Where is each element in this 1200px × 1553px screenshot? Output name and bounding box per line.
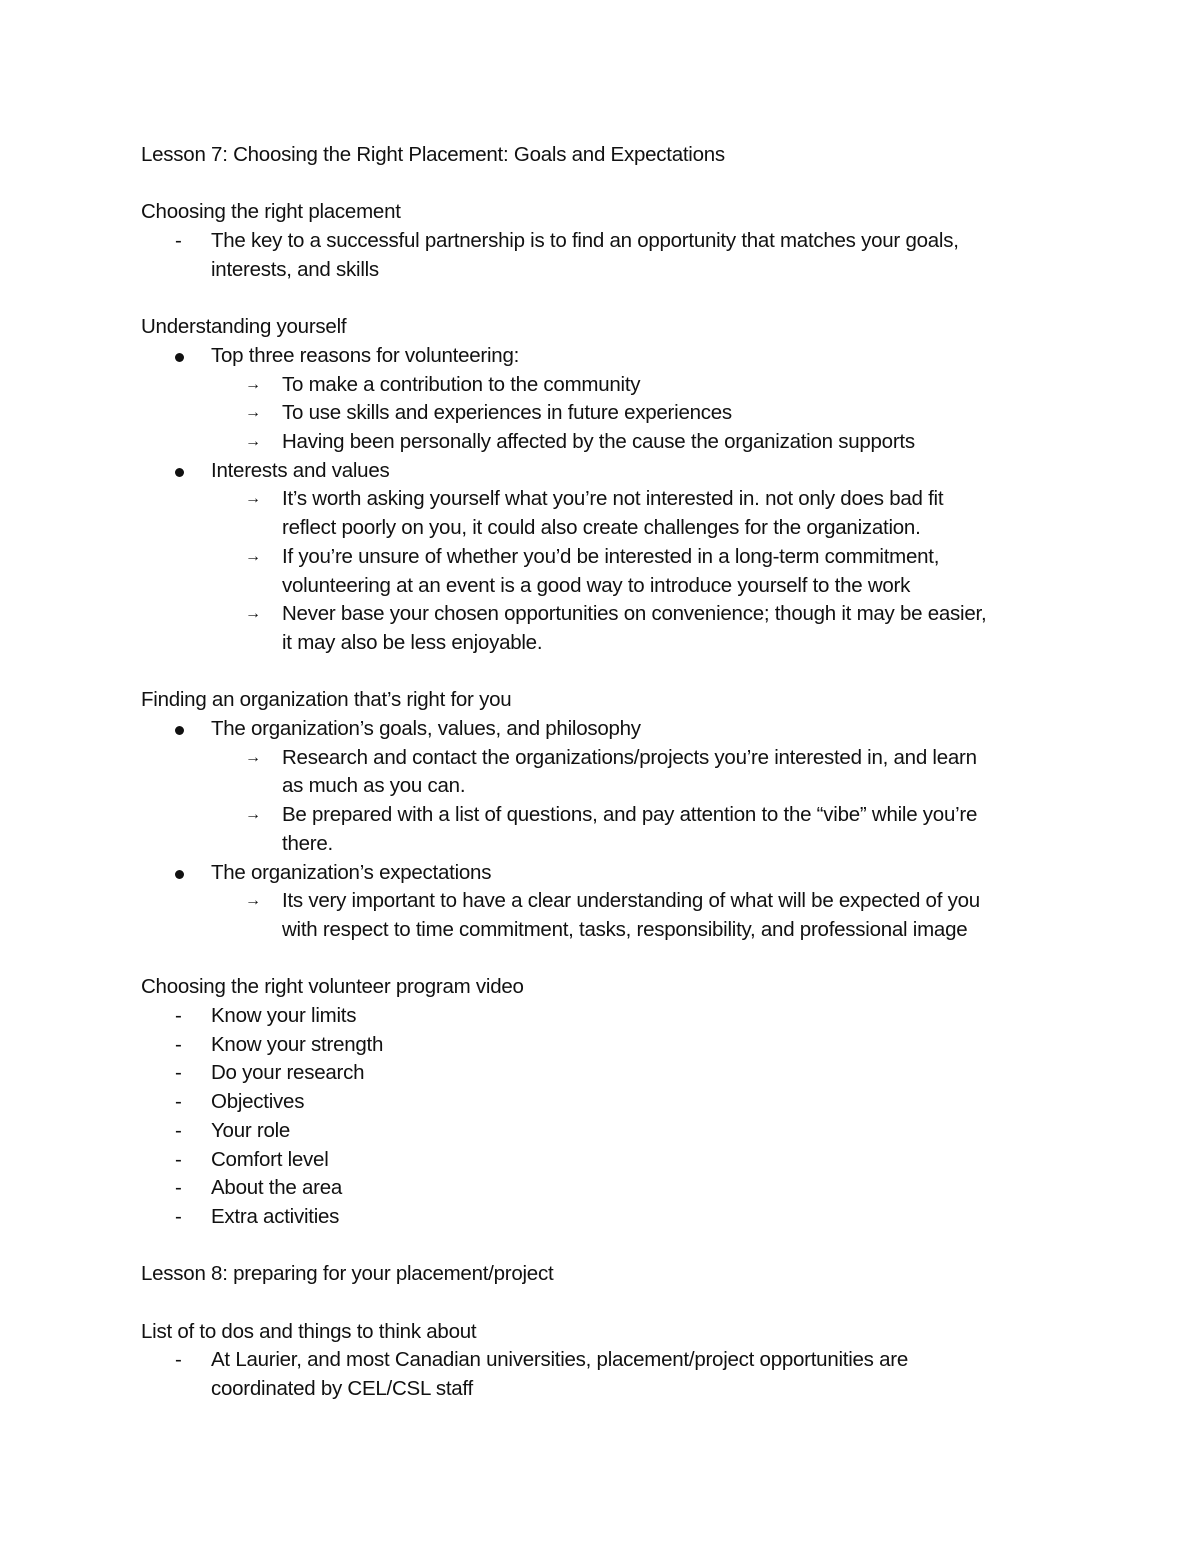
arrow-item [141,887,1061,944]
list-item-line: The key to a successful partnership is to find an opportunity that matches your goals, [211,229,959,253]
list-item-text: About the area [211,1176,342,1200]
section-heading-todos: List of to dos and things to think about [141,1319,477,1343]
list-item [141,1059,1061,1088]
arrow-item-line: volunteering at an event is a good way to introduce yourself to the work [282,573,911,597]
list-item-text: Do your research [211,1061,365,1085]
list-item-line: At Laurier, and most Canadian universities, placement/project opportunities are [211,1348,909,1372]
arrow-icon: → [245,748,261,766]
list-item [141,1174,1061,1203]
list-item [141,1031,1061,1060]
arrow-item [141,801,1061,858]
dash-marker: - [175,1061,182,1085]
dash-marker: - [175,229,182,253]
spacer [141,945,1061,974]
arrow-item [141,485,1061,542]
arrow-item-line: It’s worth asking yourself what you’re not interested in. not only does bad fit [282,487,944,511]
arrow-item [141,543,1061,600]
arrow-icon: → [245,490,261,508]
dash-marker: - [175,1348,182,1372]
list-item [141,1203,1061,1232]
dash-marker: - [175,1004,182,1028]
arrow-icon: → [245,547,261,565]
arrow-item-line: Be prepared with a list of questions, and pay attention to the “vibe” while you’re [282,803,978,827]
bullet-icon [175,870,184,879]
document-body [141,141,1061,1404]
arrow-item-line: Never base your chosen opportunities on convenience; though it may be easier, [282,602,987,626]
arrow-item-text: Having been personally affected by the cause the organization supports [282,430,915,453]
list-item [141,227,1061,284]
list-item [141,1002,1061,1031]
arrow-item-line: Its very important to have a clear understanding of what will be expected of you [282,889,980,913]
bullet-item-text: The organization’s expectations [211,860,492,884]
bullet-item-text: The organization’s goals, values, and philosophy [211,717,641,741]
list-item-line: interests, and skills [211,257,379,281]
spacer [141,170,1061,199]
bullet-item [141,859,1061,888]
list-item-text: Objectives [211,1090,305,1114]
list-item-text: Comfort level [211,1147,329,1171]
arrow-icon: → [245,605,261,623]
list-item [141,1088,1061,1117]
list-item [141,1146,1061,1175]
bullet-item-text: Top three reasons for volunteering: [211,343,520,367]
arrow-icon: → [245,892,261,910]
arrow-item [141,600,1061,657]
bullet-item [141,715,1061,744]
list-item-line: coordinated by CEL/CSL staff [211,1377,473,1401]
dash-marker: - [175,1118,182,1142]
list-item-text: Know your strength [211,1032,384,1056]
dash-marker: - [175,1204,182,1228]
arrow-icon: → [245,806,261,824]
section-heading-volunteer-video: Choosing the right volunteer program video [141,975,524,999]
spacer [141,1232,1061,1261]
arrow-item-line: as much as you can. [282,774,466,798]
list-item [141,1346,1061,1403]
list-item-text: Your role [211,1118,291,1142]
arrow-item [141,744,1061,801]
list-item [141,1117,1061,1146]
list-item-text: Extra activities [211,1204,340,1228]
arrow-icon: → [245,404,261,422]
arrow-item-line: If you’re unsure of whether you’d be interested in a long-term commitment, [282,544,940,568]
arrow-item [141,371,1061,400]
bullet-item-text: Interests and values [211,458,390,482]
section-heading-understanding-yourself: Understanding yourself [141,315,347,339]
arrow-item-line: Research and contact the organizations/projects you’re interested in, and learn [282,745,977,769]
bullet-icon [175,353,184,362]
lesson-8-title: Lesson 8: preparing for your placement/project [141,1262,554,1286]
arrow-item-line: with respect to time commitment, tasks, responsibility, and professional image [282,917,968,941]
section-heading-right-placement: Choosing the right placement [141,200,401,224]
arrow-icon: → [245,375,261,393]
bullet-item [141,457,1061,486]
arrow-icon: → [245,433,261,450]
arrow-item [141,399,1061,428]
lesson-7-title: Lesson 7: Choosing the Right Placement: Goals and Expectations [141,143,725,166]
bullet-icon [175,468,184,477]
bullet-icon [175,726,184,735]
dash-marker: - [175,1147,182,1171]
dash-marker: - [175,1090,182,1114]
arrow-item-line: there. [282,831,333,855]
arrow-item-line: it may also be less enjoyable. [282,630,543,654]
spacer [141,658,1061,687]
spacer [141,285,1061,314]
arrow-item [141,428,1061,457]
list-item-text: Know your limits [211,1004,357,1028]
bullet-item [141,342,1061,371]
section-heading-finding-organization: Finding an organization that’s right for you [141,688,512,712]
arrow-item-text: To make a contribution to the community [282,372,641,396]
spacer [141,1289,1061,1318]
arrow-item-line: reflect poorly on you, it could also create challenges for the organization. [282,516,921,540]
arrow-item-text: To use skills and experiences in future experiences [282,401,732,425]
dash-marker: - [175,1176,182,1200]
dash-marker: - [175,1032,182,1056]
